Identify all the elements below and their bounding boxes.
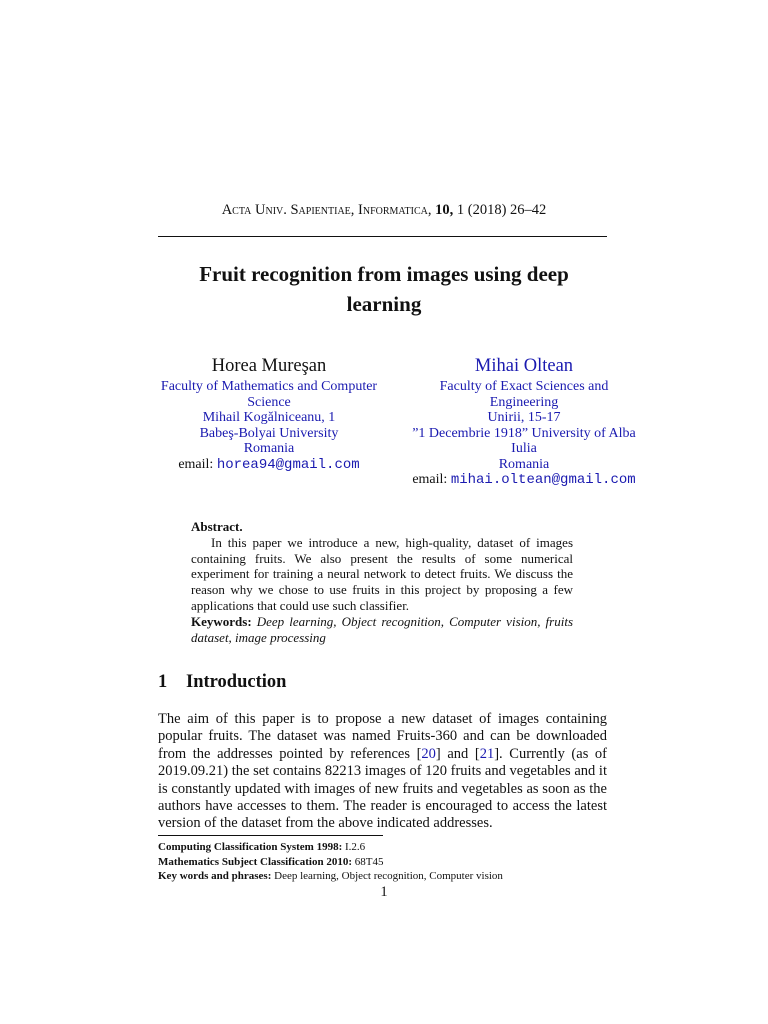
- intro-text: The aim of this paper is to propose a new dataset of images containing popular fruits. The dataset was named Fruits-360 and can be downloaded from the addresses pointed by references [: [158, 711, 607, 762]
- abstract-body: In this paper we introduce a new, high-quality, dataset of images containing fruits. We also present the results of some numerical experiment for training a neural network to detect fruits. We discuss the reason why we chose to use fruits in this project by proposing a few applications that could use such classifier.: [191, 534, 573, 613]
- affiliation-line: Babeş-Bolyai University: [199, 425, 339, 441]
- author-email-link[interactable]: horea94@gmail.com: [216, 456, 360, 473]
- abstract: [191, 519, 573, 645]
- footnote-line: [158, 840, 503, 855]
- affiliation-line: ”1 Decembrie 1918” University of Alba: [412, 425, 636, 441]
- author-name: Mihai Oltean: [474, 356, 574, 376]
- footnote-label: Mathematics Subject Classification 2010:: [158, 855, 353, 868]
- abstract-title: Abstract.: [191, 519, 243, 534]
- keywords-text: Deep learning, Object recognition, Computer vision, fruits dataset, image processing: [191, 613, 574, 645]
- intro-text: ] and [: [435, 745, 480, 762]
- footnote-label: Computing Classification System 1998:: [158, 841, 343, 853]
- affiliation-line: Mihail Kogălniceanu, 1: [202, 410, 336, 425]
- paper-title: [150, 259, 618, 319]
- affiliation-line: Iulia: [511, 441, 537, 456]
- citation-link[interactable]: 20: [421, 745, 436, 762]
- paper-title-line-1: Fruit recognition from images using deep: [199, 262, 569, 286]
- journal-issue-pages: 1 (2018) 26–42: [456, 202, 547, 218]
- footnotes: [158, 840, 503, 884]
- author-email-row: [393, 472, 655, 489]
- footnote-value: Deep learning, Object recognition, Computer vision: [274, 870, 503, 882]
- footnote-value: I.2.6: [345, 841, 366, 853]
- keywords-row: [191, 614, 573, 646]
- author-email-row: [150, 457, 388, 474]
- footnote-line: [158, 869, 503, 884]
- author-block-oltean: [393, 355, 655, 489]
- page-number: 1: [380, 884, 388, 900]
- author-block-muresan: [150, 355, 388, 473]
- email-label: email:: [412, 472, 448, 487]
- keywords-label: Keywords:: [191, 613, 252, 629]
- journal-volume: 10,: [435, 202, 454, 218]
- footnote-line: [158, 855, 503, 870]
- affiliation-line: Faculty of Exact Sciences and: [439, 379, 609, 394]
- intro-text: ]. Currently (as of 2019.09.21) the set contains 82213 images of 120 fruits and vegetables and it is constantly updated with images of new fruits and vegetables as soon as the authors have accesses to them. The reader is encouraged to access the latest version of the dataset from the above indicated addresses.: [158, 745, 608, 832]
- footnote-rule: [158, 835, 383, 836]
- author-email-link[interactable]: mihai.oltean@gmail.com: [450, 472, 636, 488]
- affiliation-line: Unirii, 15-17: [487, 410, 561, 425]
- affiliation-line: Faculty of Mathematics and Computer: [160, 379, 378, 394]
- footnote-label: Key words and phrases:: [158, 870, 272, 882]
- journal-header: [0, 202, 768, 219]
- affiliation-line: Romania: [243, 441, 295, 456]
- affiliation-line: Romania: [498, 456, 550, 472]
- intro-paragraph: [158, 711, 607, 833]
- footnote-value: 68T45: [354, 855, 384, 868]
- affiliation-line: Science: [247, 394, 291, 410]
- affiliation-line: Engineering: [489, 394, 559, 410]
- section-number: 1: [158, 672, 168, 692]
- email-label: email:: [178, 456, 214, 472]
- journal-name: Acta Univ. Sapientiae, Informatica,: [221, 202, 432, 218]
- section-heading: [158, 672, 286, 693]
- citation-link[interactable]: 21: [479, 745, 495, 762]
- paper-title-line-2: learning: [346, 292, 422, 316]
- section-title: Introduction: [186, 672, 287, 692]
- header-rule: [158, 236, 607, 237]
- author-name: Horea Mureşan: [211, 356, 327, 376]
